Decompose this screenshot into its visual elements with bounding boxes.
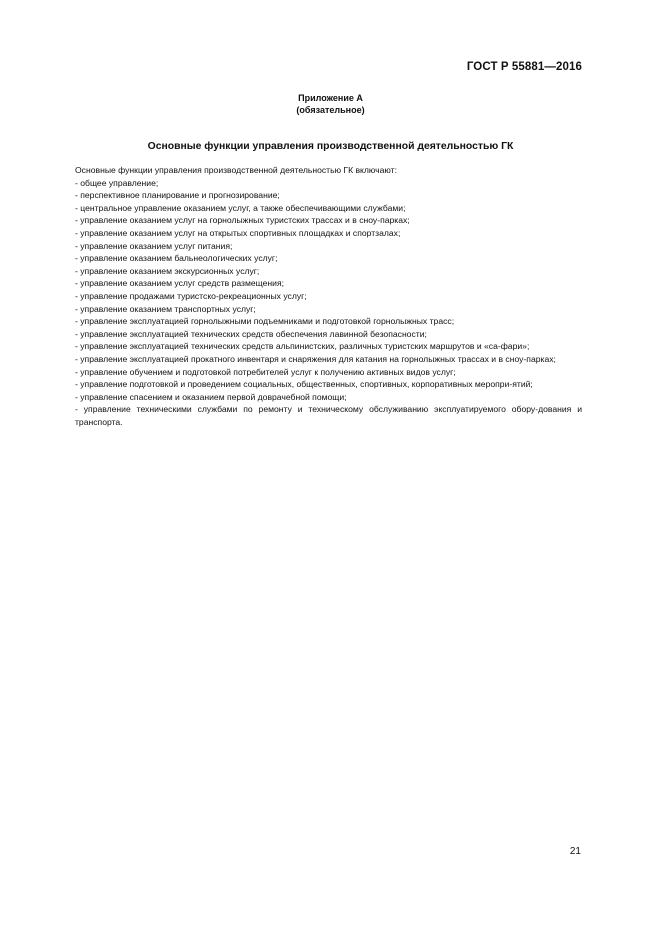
list-item: - управление оказанием услуг средств размещения; — [75, 278, 285, 289]
list-item: - управление эксплуатацией технических средств обеспечения лавинной безопасности; — [75, 328, 427, 339]
page-number: 21 — [569, 846, 581, 857]
body-text — [61, 164, 582, 428]
list-item: - управление оказанием услуг на открытых спортивных площадках и спортзалах; — [75, 227, 401, 238]
list-item: - управление эксплуатацией горнолыжными подъемниками и подготовкой горнолыжных трасс; — [75, 316, 455, 327]
section-title: Основные функции управления производственной деятельностью ГК — [147, 141, 514, 152]
appendix-status: (обязательное) — [296, 105, 365, 115]
appendix-heading — [0, 92, 661, 116]
standard-id-header: ГОСТ Р 55881—2016 — [466, 61, 582, 73]
list-item: - управление эксплуатацией прокатного инвентаря и снаряжения для катания на горнолыжных трассах и в сноу-парках; — [75, 353, 556, 364]
list-item: - управление эксплуатацией технических средств альпинистских, различных туристских маршрутов и «са-фари»; — [75, 341, 530, 352]
list-item: - центральное управление оказанием услуг, а также обеспечивающими службами; — [75, 202, 406, 213]
list-item: - управление оказанием услуг на горнолыжных туристских трассах и в сноу-парках; — [75, 215, 410, 226]
list-item: - управление техническими службами по ремонту и техническому обслуживанию эксплуатируемого обору-дования и транспорта. — [75, 404, 582, 427]
appendix-title: Приложение А — [298, 93, 363, 103]
list-item: - общее управление; — [75, 177, 159, 188]
list-item: - управление оказанием экскурсионных услуг; — [75, 265, 260, 276]
list-item: - управление обучением и подготовкой потребителей услуг к получению активных видов услуг; — [75, 366, 456, 377]
list-item: - управление подготовкой и проведением социальных, общественных, спортивных, корпоративных меропри-ятий; — [75, 379, 533, 390]
list-item: - перспективное планирование и прогнозирование; — [75, 190, 280, 201]
list-item: - управление оказанием транспортных услуг; — [75, 303, 256, 314]
intro-paragraph: Основные функции управления производственной деятельностью ГК включают: — [75, 165, 397, 175]
list-item: - управление спасением и оказанием первой доврачебной помощи; — [75, 391, 347, 402]
list-item: - управление оказанием услуг питания; — [75, 240, 233, 251]
list-item: - управление продажами туристско-рекреационных услуг; — [75, 290, 307, 301]
list-item: - управление оказанием бальнеологических услуг; — [75, 253, 278, 264]
